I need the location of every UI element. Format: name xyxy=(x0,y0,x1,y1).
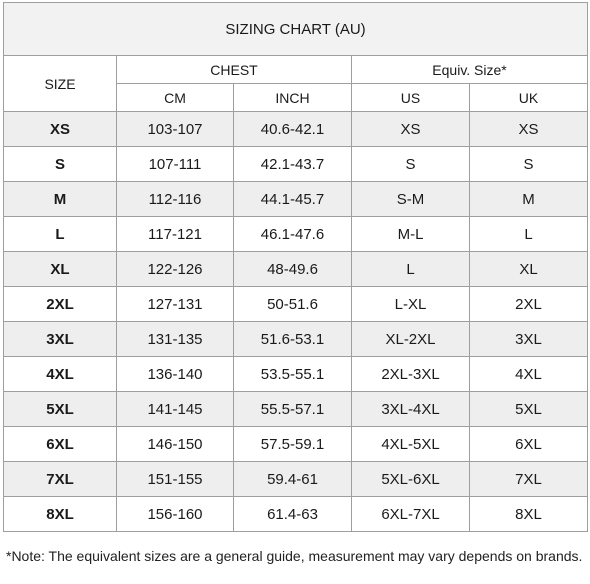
cm-cell: 122-126 xyxy=(117,252,234,287)
size-cell: 4XL xyxy=(4,357,117,392)
uk-cell: XL xyxy=(470,252,588,287)
inch-cell: 50-51.6 xyxy=(234,287,352,322)
table-row xyxy=(4,252,588,287)
us-cell: L xyxy=(352,252,470,287)
us-cell: 3XL-4XL xyxy=(352,392,470,427)
uk-cell: L xyxy=(470,217,588,252)
table-row xyxy=(4,462,588,497)
table-row xyxy=(4,322,588,357)
cm-cell: 141-145 xyxy=(117,392,234,427)
us-cell: 5XL-6XL xyxy=(352,462,470,497)
us-cell: S xyxy=(352,147,470,182)
table-row xyxy=(4,182,588,217)
header-cm: CM xyxy=(117,84,234,112)
table-row xyxy=(4,392,588,427)
sizing-table xyxy=(3,2,588,532)
inch-cell: 46.1-47.6 xyxy=(234,217,352,252)
us-cell: XS xyxy=(352,112,470,147)
header-size: SIZE xyxy=(4,56,117,112)
size-cell: XS xyxy=(4,112,117,147)
table-title: SIZING CHART (AU) xyxy=(4,3,588,56)
table-row xyxy=(4,427,588,462)
table-row xyxy=(4,217,588,252)
inch-cell: 51.6-53.1 xyxy=(234,322,352,357)
uk-cell: XS xyxy=(470,112,588,147)
uk-cell: 2XL xyxy=(470,287,588,322)
inch-cell: 61.4-63 xyxy=(234,497,352,532)
table-row xyxy=(4,497,588,532)
inch-cell: 42.1-43.7 xyxy=(234,147,352,182)
cm-cell: 103-107 xyxy=(117,112,234,147)
cm-cell: 151-155 xyxy=(117,462,234,497)
size-cell: 5XL xyxy=(4,392,117,427)
cm-cell: 107-111 xyxy=(117,147,234,182)
cm-cell: 131-135 xyxy=(117,322,234,357)
size-cell: M xyxy=(4,182,117,217)
header-uk: UK xyxy=(470,84,588,112)
uk-cell: 4XL xyxy=(470,357,588,392)
cm-cell: 146-150 xyxy=(117,427,234,462)
size-cell: 3XL xyxy=(4,322,117,357)
inch-cell: 59.4-61 xyxy=(234,462,352,497)
table-row xyxy=(4,287,588,322)
inch-cell: 53.5-55.1 xyxy=(234,357,352,392)
inch-cell: 44.1-45.7 xyxy=(234,182,352,217)
sizing-chart xyxy=(3,2,587,532)
inch-cell: 40.6-42.1 xyxy=(234,112,352,147)
inch-cell: 48-49.6 xyxy=(234,252,352,287)
cm-cell: 136-140 xyxy=(117,357,234,392)
us-cell: 4XL-5XL xyxy=(352,427,470,462)
size-rows xyxy=(4,112,588,532)
uk-cell: 5XL xyxy=(470,392,588,427)
size-cell: 6XL xyxy=(4,427,117,462)
size-cell: 2XL xyxy=(4,287,117,322)
cm-cell: 127-131 xyxy=(117,287,234,322)
us-cell: S-M xyxy=(352,182,470,217)
uk-cell: 3XL xyxy=(470,322,588,357)
size-cell: L xyxy=(4,217,117,252)
us-cell: L-XL xyxy=(352,287,470,322)
us-cell: 2XL-3XL xyxy=(352,357,470,392)
header-equiv-size: Equiv. Size* xyxy=(352,56,588,84)
cm-cell: 156-160 xyxy=(117,497,234,532)
us-cell: 6XL-7XL xyxy=(352,497,470,532)
footnote: *Note: The equivalent sizes are a general guide, measurement may vary depends on brands. xyxy=(6,548,583,564)
size-cell: XL xyxy=(4,252,117,287)
size-cell: 8XL xyxy=(4,497,117,532)
cm-cell: 117-121 xyxy=(117,217,234,252)
table-row xyxy=(4,147,588,182)
us-cell: XL-2XL xyxy=(352,322,470,357)
uk-cell: M xyxy=(470,182,588,217)
header-us: US xyxy=(352,84,470,112)
us-cell: M-L xyxy=(352,217,470,252)
header-chest: CHEST xyxy=(117,56,352,84)
uk-cell: 8XL xyxy=(470,497,588,532)
header-inch: INCH xyxy=(234,84,352,112)
size-cell: S xyxy=(4,147,117,182)
uk-cell: 7XL xyxy=(470,462,588,497)
inch-cell: 55.5-57.1 xyxy=(234,392,352,427)
uk-cell: 6XL xyxy=(470,427,588,462)
uk-cell: S xyxy=(470,147,588,182)
cm-cell: 112-116 xyxy=(117,182,234,217)
table-row xyxy=(4,357,588,392)
inch-cell: 57.5-59.1 xyxy=(234,427,352,462)
size-cell: 7XL xyxy=(4,462,117,497)
table-row xyxy=(4,112,588,147)
